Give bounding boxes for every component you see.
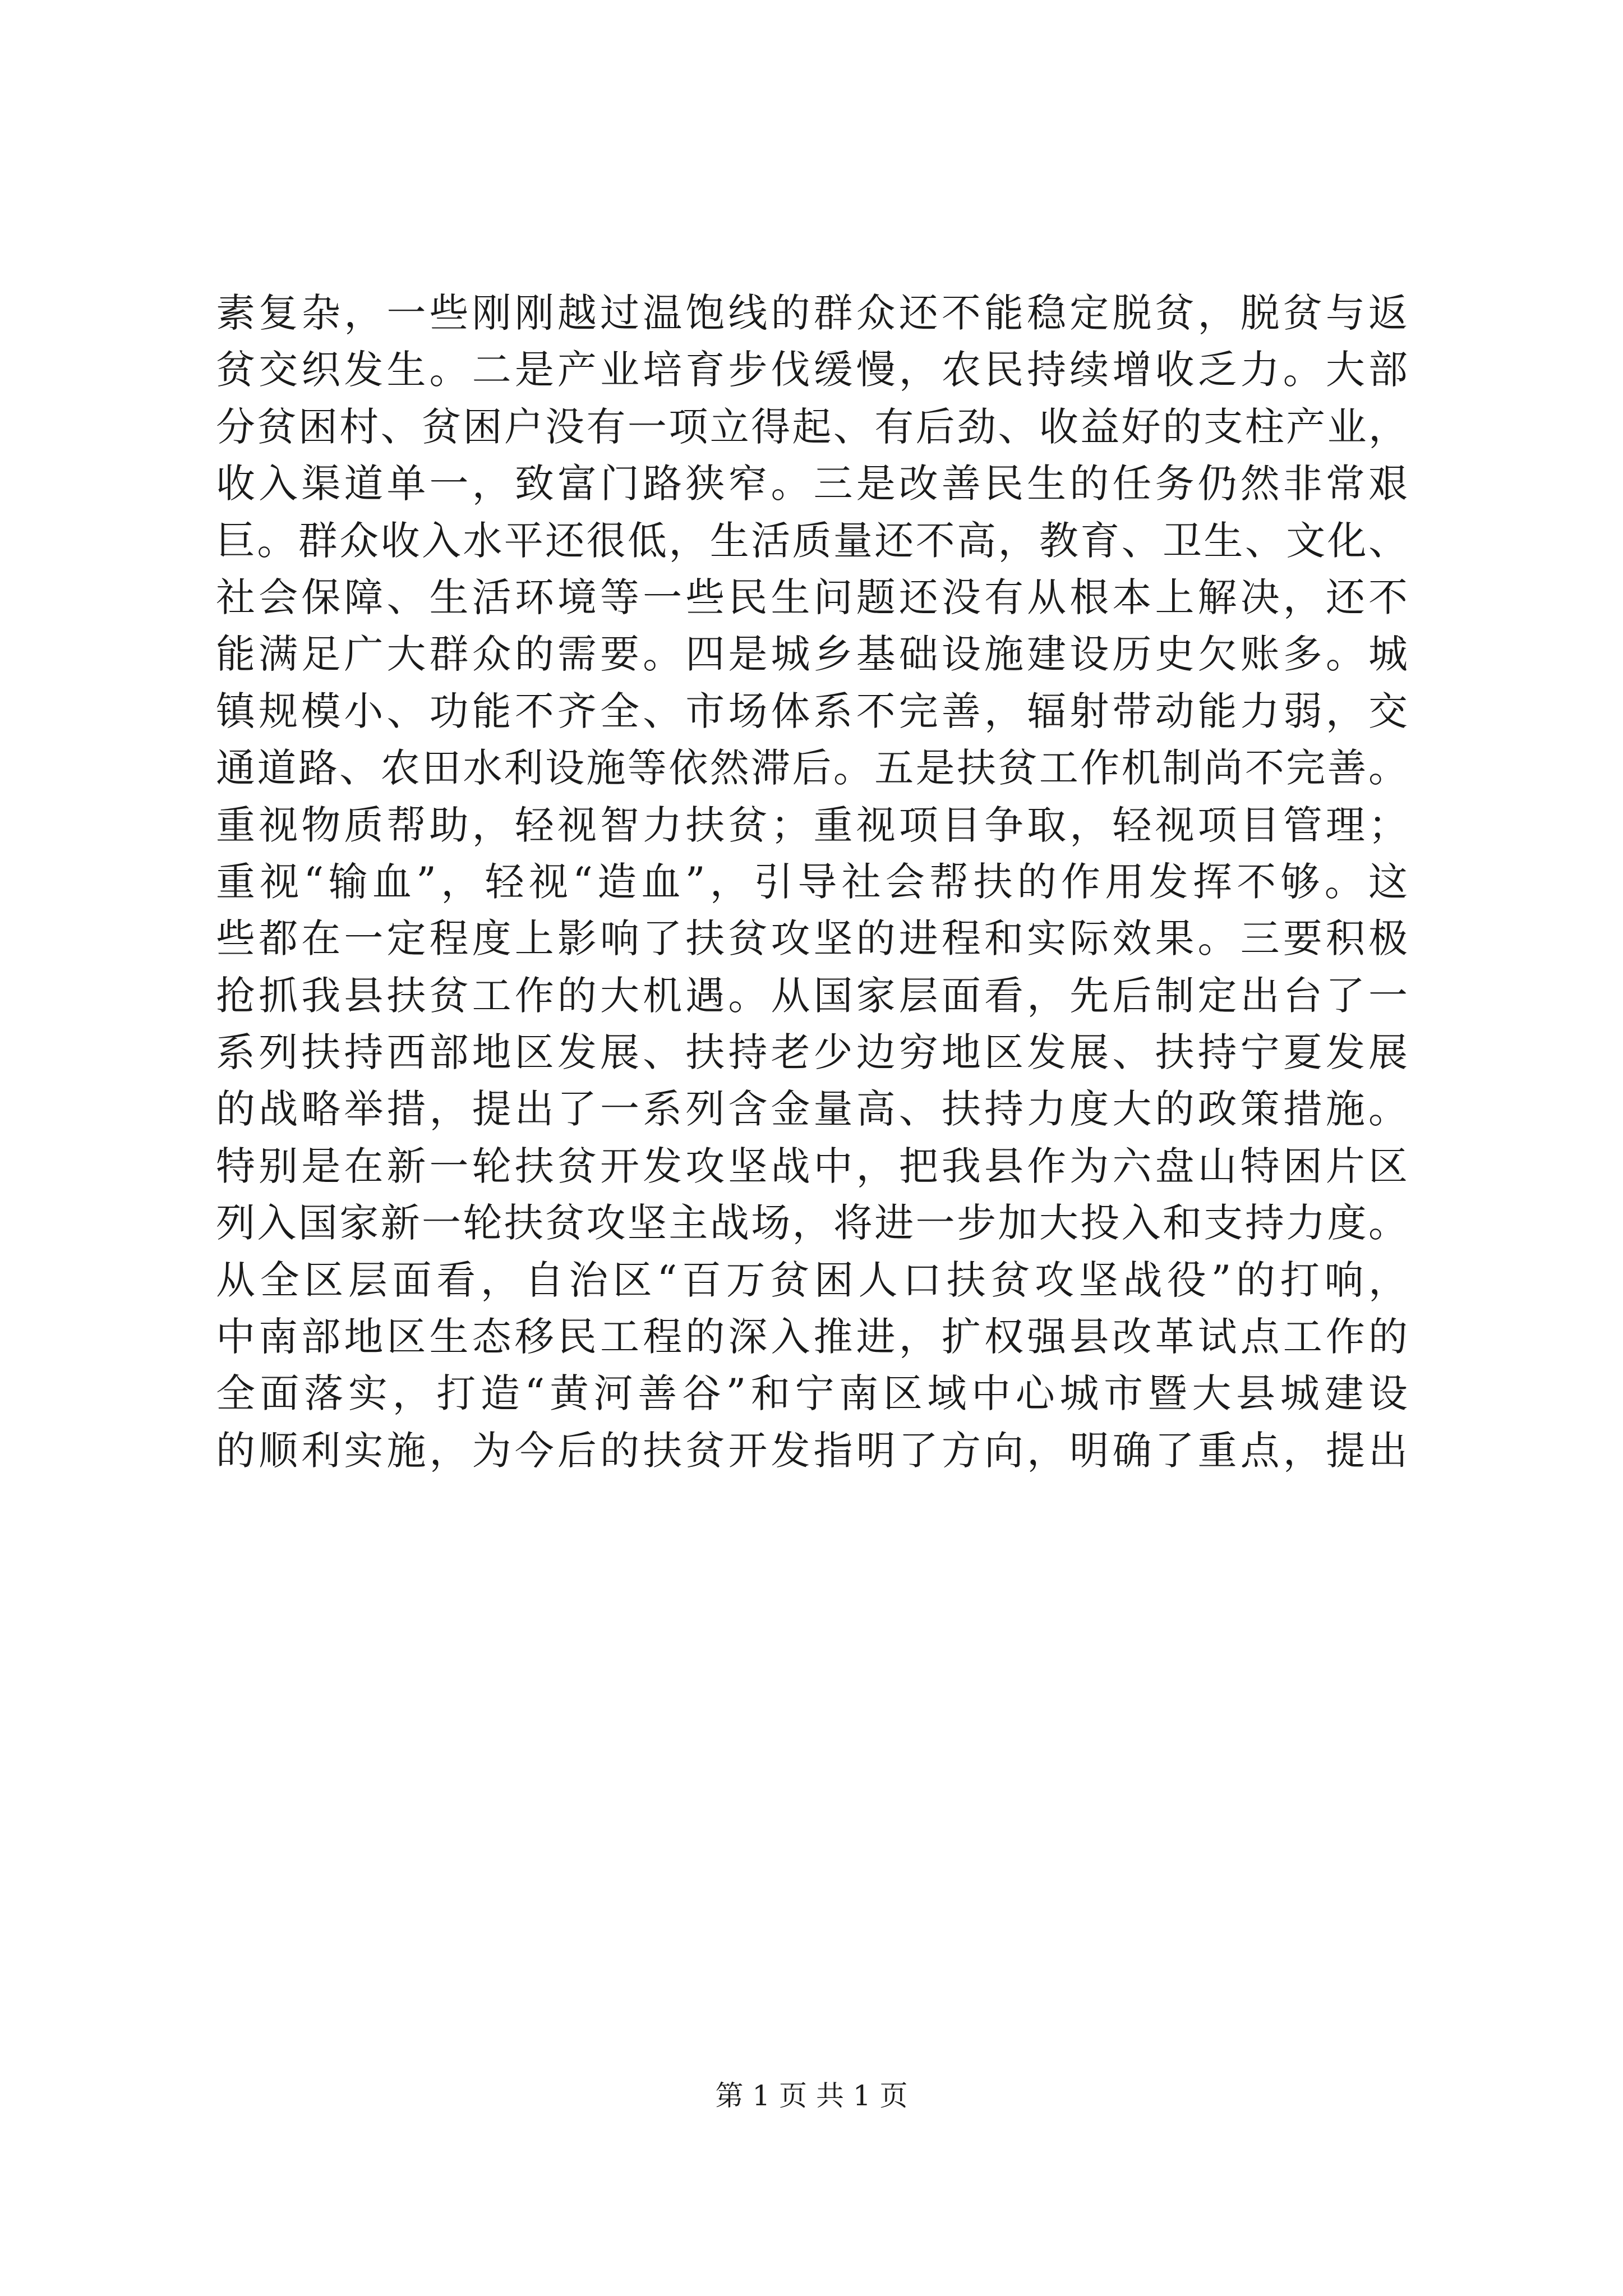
text-line: 全面落实，打造“黄河善谷”和宁南区域中心城市暨大县城建设 <box>216 1370 1408 1417</box>
text-line: 重视物质帮助，轻视智力扶贫；重视项目争取，轻视项目管理； <box>216 802 1408 848</box>
text-line: 中南部地区生态移民工程的深入推进，扩权强县改革试点工作的 <box>216 1314 1408 1360</box>
body-text <box>216 285 1408 1479</box>
text-line: 素复杂，一些刚刚越过温饱线的群众还不能稳定脱贫，脱贫与返 <box>216 290 1408 336</box>
text-line: 镇规模小、功能不齐全、市场体系不完善，辐射带动能力弱，交 <box>216 688 1408 734</box>
text-line: 巨。群众收入水平还很低，生活质量还不高，教育、卫生、文化、 <box>216 517 1408 564</box>
text-line: 收入渠道单一，致富门路狭窄。三是改善民生的任务仍然非常艰 <box>216 461 1408 507</box>
text-line: 社会保障、生活环境等一些民生问题还没有从根本上解决，还不 <box>216 574 1408 620</box>
text-line: 些都在一定程度上影响了扶贫攻坚的进程和实际效果。三要积极 <box>216 915 1408 962</box>
page-number-footer: 第 1 页 共 1 页 <box>715 2079 908 2112</box>
text-line: 从全区层面看，自治区“百万贫困人口扶贫攻坚战役”的打响， <box>216 1257 1408 1303</box>
text-line: 抢抓我县扶贫工作的大机遇。从国家层面看，先后制定出台了一 <box>216 972 1408 1019</box>
text-line: 特别是在新一轮扶贫开发攻坚战中，把我县作为六盘山特困片区 <box>216 1143 1408 1189</box>
text-line: 的战略举措，提出了一系列含金量高、扶持力度大的政策措施。 <box>216 1086 1408 1133</box>
text-line: 贫交织发生。二是产业培育步伐缓慢，农民持续增收乏力。大部 <box>216 347 1408 393</box>
text-line: 通道路、农田水利设施等依然滞后。五是扶贫工作机制尚不完善。 <box>216 745 1408 792</box>
text-line: 列入国家新一轮扶贫攻坚主战场，将进一步加大投入和支持力度。 <box>216 1200 1408 1246</box>
text-line: 分贫困村、贫困户没有一项立得起、有后劲、收益好的支柱产业， <box>216 403 1408 450</box>
text-line: 系列扶持西部地区发展、扶持老少边穷地区发展、扶持宁夏发展 <box>216 1029 1408 1076</box>
text-line: 的顺利实施，为今后的扶贫开发指明了方向，明确了重点，提出 <box>216 1427 1408 1474</box>
text-line: 重视“输血”，轻视“造血”，引导社会帮扶的作用发挥不够。这 <box>216 858 1408 905</box>
text-line: 能满足广大群众的需要。四是城乡基础设施建设历史欠账多。城 <box>216 631 1408 678</box>
